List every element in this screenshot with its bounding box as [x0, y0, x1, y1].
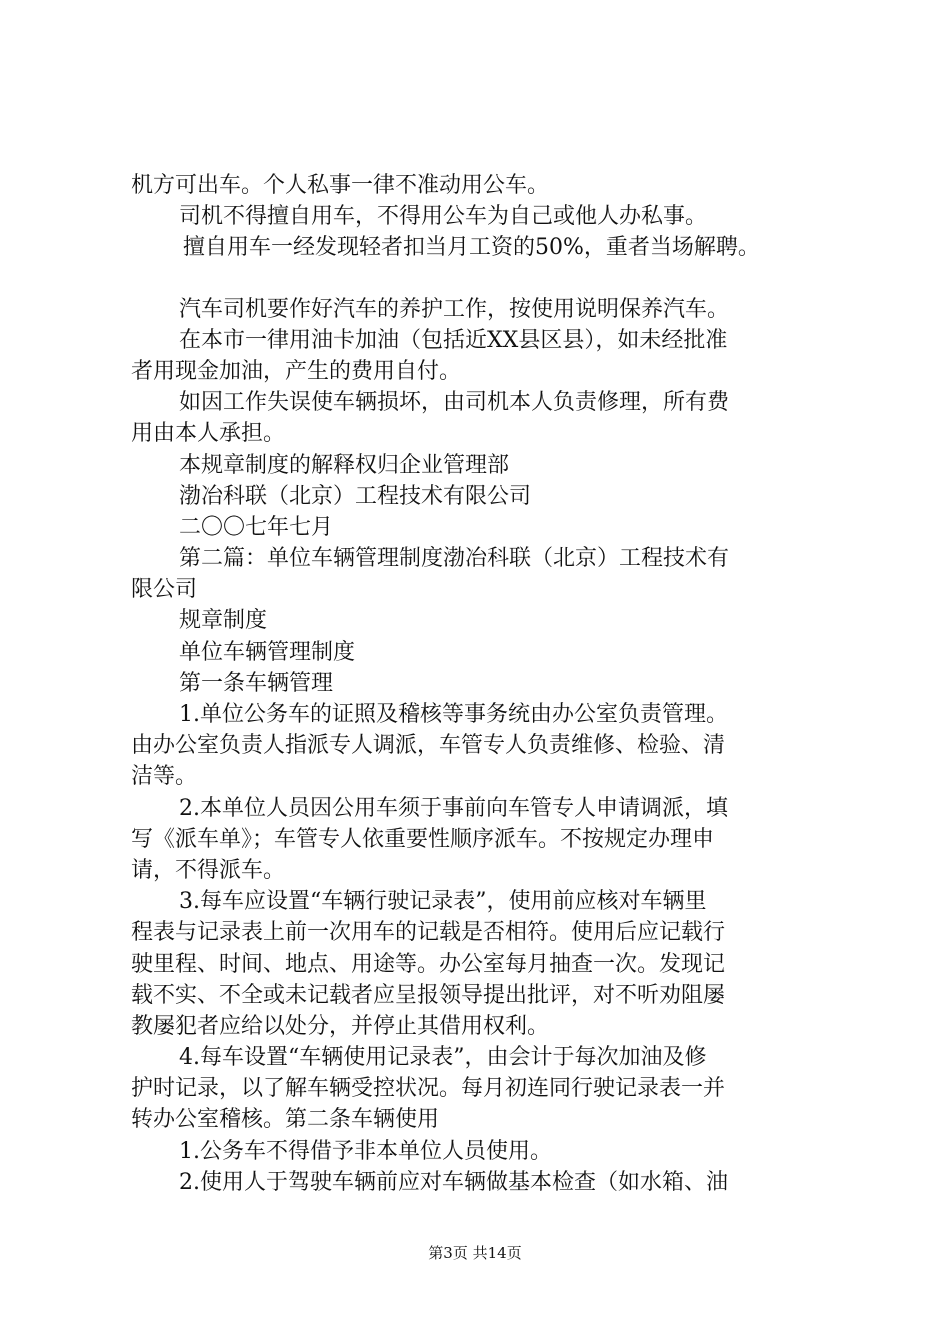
- text-line: 请，不得派车。: [131, 857, 286, 883]
- text-line: 司机不得擅自用车，不得用公车为自己或他人办私事。: [179, 204, 708, 230]
- text-line: 限公司: [131, 577, 198, 603]
- text-line: 写《派车单》；车管专人依重要性顺序派车。不按规定办理申: [131, 826, 715, 852]
- text-line: 2.本单位人员因公用车须于事前向车管专人申请调派，填: [179, 795, 728, 821]
- text-line: 程表与记录表上前一次用车的记载是否相符。使用后应记载行: [131, 920, 726, 946]
- paragraph-gap: [131, 264, 831, 294]
- text-line: 如因工作失误使车辆损坏，由司机本人负责修理，所有费: [179, 390, 730, 416]
- text-line: 教屡犯者应给以处分，并停止其借用权利。: [131, 1013, 550, 1039]
- text-line: 规章制度: [179, 608, 268, 634]
- text-line: 用由本人承担。: [131, 421, 286, 447]
- text-line: 2.使用人于驾驶车辆前应对车辆做基本检查（如水箱、油: [179, 1169, 728, 1195]
- text-line: 者用现金加油，产生的费用自付。: [131, 358, 462, 384]
- text-line: 在本市一律用油卡加油（包括近XX县区县），如未经批准: [179, 327, 728, 353]
- text-line: 第一条车辆管理: [179, 670, 334, 696]
- text-line: 第二篇：单位车辆管理制度渤冶科联（北京）工程技术有: [179, 546, 730, 572]
- text-line: 本规章制度的解释权归企业管理部: [179, 452, 510, 478]
- text-line: 4.每车设置“车辆使用记录表”，由会计于每次加油及修: [179, 1045, 707, 1071]
- text-line: 渤冶科联（北京）工程技术有限公司: [179, 483, 532, 509]
- text-line: 单位车辆管理制度: [179, 639, 356, 665]
- text-line: 驶里程、时间、地点、用途等。办公室每月抽查一次。发现记: [131, 951, 726, 977]
- text-line: 护时记录，以了解车辆受控状况。每月初连同行驶记录表一并: [131, 1076, 726, 1102]
- text-line: 转办公室稽核。第二条车辆使用: [131, 1107, 440, 1133]
- text-line: 由办公室负责人指派专人调派，车管专人负责维修、检验、清: [131, 733, 726, 759]
- page-footer: 第3页 共14页: [428, 1244, 522, 1262]
- text-line: 擅自用车一经发现轻者扣当月工资的50%，重者当场解聘。: [183, 235, 760, 261]
- text-line: 3.每车应设置“车辆行驶记录表”，使用前应核对车辆里: [179, 889, 707, 915]
- text-line: 洁等。: [131, 764, 198, 790]
- text-line: 机方可出车。个人私事一律不准动用公车。: [131, 173, 550, 198]
- text-line: 汽车司机要作好汽车的养护工作，按使用说明保养汽车。: [179, 296, 730, 322]
- text-line: 载不实、不全或未记载者应呈报领导提出批评，对不听劝阻屡: [131, 982, 726, 1008]
- text-line: 1.公务车不得借予非本单位人员使用。: [179, 1138, 552, 1164]
- document-body: [131, 170, 831, 1198]
- text-line: 1.单位公务车的证照及稽核等事务统由办公室负责管理。: [179, 702, 728, 727]
- text-line: 二〇〇七年七月: [179, 514, 334, 540]
